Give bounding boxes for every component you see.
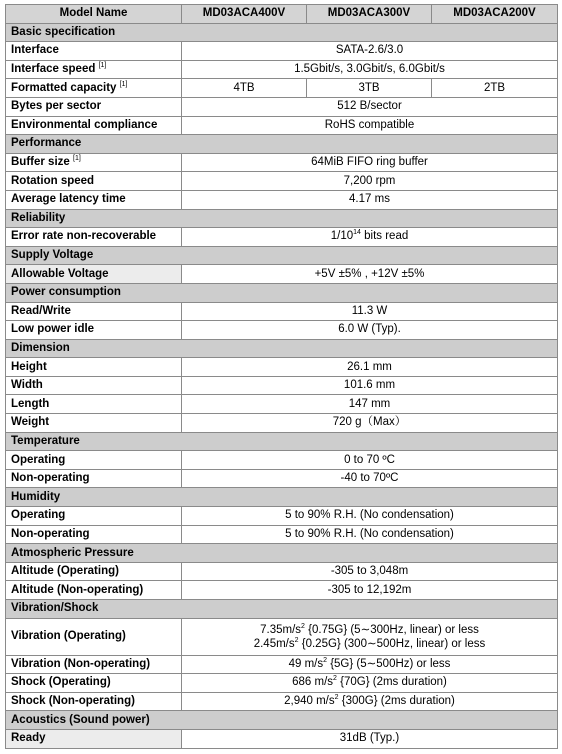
spec-row xyxy=(6,97,558,116)
spec-value: 7.35m/s xyxy=(260,623,302,636)
spec-value-suffix: {70G} (2ms duration) xyxy=(336,676,447,689)
header-row xyxy=(6,5,558,24)
spec-label-cell xyxy=(6,79,182,98)
spec-label: Vibration (Operating) xyxy=(11,630,126,643)
section-title: Supply Voltage xyxy=(6,246,558,265)
spec-value: SATA-2.6/3.0 xyxy=(335,44,404,57)
section-title: Acoustics (Sound power) xyxy=(6,711,558,730)
spec-label-cell xyxy=(6,172,182,191)
spec-row xyxy=(6,618,558,655)
spec-row xyxy=(6,507,558,526)
spec-value-cell xyxy=(182,321,558,340)
spec-label-cell xyxy=(6,395,182,414)
model-name-header: Model Name xyxy=(6,5,182,24)
section-row xyxy=(6,339,558,358)
spec-value-cell xyxy=(182,153,558,172)
spec-value-cell xyxy=(182,302,558,321)
superscript: 2 xyxy=(301,622,305,630)
spec-label: Weight xyxy=(11,416,50,429)
spec-label-cell xyxy=(6,376,182,395)
spec-value: 31dB (Typ.) xyxy=(339,732,400,745)
spec-label: Altitude (Operating) xyxy=(11,565,119,578)
spec-value: -305 to 3,048m xyxy=(330,565,409,578)
spec-label-cell xyxy=(6,507,182,526)
spec-label-cell xyxy=(6,97,182,116)
spec-value-cell xyxy=(182,97,558,116)
spec-label: Error rate non-recoverable xyxy=(11,230,157,243)
spec-label-cell xyxy=(6,618,182,655)
spec-label-cell xyxy=(6,265,182,284)
spec-label: Formatted capacity xyxy=(11,81,117,94)
section-row xyxy=(6,488,558,507)
spec-label: Altitude (Non-operating) xyxy=(11,583,144,596)
spec-label-cell xyxy=(6,42,182,61)
section-row xyxy=(6,246,558,265)
spec-value: 5 to 90% R.H. (No condensation) xyxy=(285,527,454,540)
spec-value: 686 m/s xyxy=(292,676,334,689)
spec-value-cell xyxy=(182,525,558,544)
spec-value-cell xyxy=(182,190,558,209)
spec-row xyxy=(6,451,558,470)
spec-label-cell xyxy=(6,116,182,135)
spec-row xyxy=(6,692,558,711)
spec-value-cell xyxy=(182,395,558,414)
spec-value: RoHS compatible xyxy=(324,118,415,131)
model-header: MD03ACA300V xyxy=(307,5,432,24)
spec-label-cell xyxy=(6,321,182,340)
spec-value-cell xyxy=(182,562,558,581)
section-row xyxy=(6,432,558,451)
spec-value: 64MiB FIFO ring buffer xyxy=(311,156,428,169)
spec-label-cell xyxy=(6,562,182,581)
section-row xyxy=(6,23,558,42)
spec-label: Average latency time xyxy=(11,193,126,206)
section-row xyxy=(6,209,558,228)
spec-value-suffix: bits read xyxy=(360,230,409,243)
spec-value: 7,200 rpm xyxy=(343,174,396,187)
spec-label: Interface xyxy=(11,44,59,57)
section-row xyxy=(6,283,558,302)
superscript: 2 xyxy=(333,675,337,683)
spec-label: Length xyxy=(11,397,50,410)
spec-value-cell xyxy=(182,172,558,191)
spec-label-cell xyxy=(6,525,182,544)
spec-row xyxy=(6,414,558,433)
spec-value: 0 to 70 ºC xyxy=(344,453,395,466)
spec-label: Allowable Voltage xyxy=(11,267,109,280)
spec-value-suffix: {0.75G} (5∼300Hz, linear) or less xyxy=(304,623,479,636)
spec-label-cell xyxy=(6,358,182,377)
spec-label-cell xyxy=(6,302,182,321)
spec-value-cell xyxy=(182,655,558,674)
spec-value: 5 to 90% R.H. (No condensation) xyxy=(285,509,454,522)
spec-label: Bytes per sector xyxy=(11,100,102,113)
superscript: 14 xyxy=(353,229,361,237)
spec-row xyxy=(6,674,558,693)
spec-label: Rotation speed xyxy=(11,174,95,187)
spec-value-suffix: {0.25G} (300∼500Hz, linear) or less xyxy=(298,637,486,650)
spec-value-cell xyxy=(182,674,558,693)
spec-value-cell xyxy=(182,358,558,377)
section-title: Vibration/Shock xyxy=(6,600,558,619)
spec-row xyxy=(6,153,558,172)
spec-label: Shock (Non-operating) xyxy=(11,695,135,708)
spec-value: 1.5Gbit/s, 3.0Gbit/s, 6.0Gbit/s xyxy=(294,63,445,76)
spec-label: Read/Write xyxy=(11,304,71,317)
spec-label-cell xyxy=(6,581,182,600)
spec-value: 147 mm xyxy=(348,397,391,410)
footnote-marker: [1] xyxy=(119,80,128,88)
spec-value: 1/10 xyxy=(330,230,354,243)
section-row xyxy=(6,600,558,619)
spec-label-cell xyxy=(6,228,182,247)
spec-value: 4TB xyxy=(182,79,307,98)
spec-label-cell xyxy=(6,692,182,711)
spec-value: 2.45m/s xyxy=(253,637,295,650)
spec-value: 11.3 W xyxy=(351,304,388,317)
spec-row xyxy=(6,395,558,414)
spec-label: Vibration (Non-operating) xyxy=(11,657,151,670)
spec-value: 26.1 mm xyxy=(347,360,392,373)
model-header: MD03ACA200V xyxy=(432,5,558,24)
spec-row xyxy=(6,581,558,600)
spec-row xyxy=(6,228,558,247)
section-row xyxy=(6,711,558,730)
spec-label: Shock (Operating) xyxy=(11,676,111,689)
spec-value-cell xyxy=(182,265,558,284)
spec-value: 2,940 m/s xyxy=(284,695,335,708)
spec-label: Operating xyxy=(11,509,66,522)
spec-value-cell xyxy=(182,451,558,470)
spec-row xyxy=(6,79,558,98)
spec-value-line xyxy=(187,637,552,651)
spec-row xyxy=(6,116,558,135)
spec-value: -40 to 70ºC xyxy=(340,472,399,485)
spec-value: 720 g（Max） xyxy=(332,416,407,429)
footnote-marker: [1] xyxy=(73,155,81,163)
spec-value-line xyxy=(187,623,552,637)
spec-label: Buffer size xyxy=(11,156,70,169)
spec-label: Operating xyxy=(11,453,66,466)
spec-label-cell xyxy=(6,655,182,674)
spec-value: 49 m/s xyxy=(288,657,324,670)
spec-label: Height xyxy=(11,360,47,373)
spec-value: 3TB xyxy=(307,79,432,98)
spec-label-cell xyxy=(6,60,182,79)
footnote-marker: [1] xyxy=(98,62,107,70)
section-title: Power consumption xyxy=(6,283,558,302)
model-header: MD03ACA400V xyxy=(182,5,307,24)
spec-label-cell xyxy=(6,451,182,470)
spec-value: -305 to 12,192m xyxy=(327,583,412,596)
spec-label-cell xyxy=(6,674,182,693)
spec-row xyxy=(6,172,558,191)
section-row xyxy=(6,135,558,154)
spec-value-cell xyxy=(182,414,558,433)
spec-row xyxy=(6,190,558,209)
spec-body xyxy=(6,23,558,748)
spec-row xyxy=(6,525,558,544)
spec-row xyxy=(6,469,558,488)
superscript: 2 xyxy=(334,694,339,702)
spec-row xyxy=(6,60,558,79)
spec-label-cell xyxy=(6,153,182,172)
spec-row xyxy=(6,321,558,340)
spec-label: Non-operating xyxy=(11,472,90,485)
section-title: Dimension xyxy=(6,339,558,358)
section-title: Temperature xyxy=(6,432,558,451)
spec-row xyxy=(6,42,558,61)
spec-table xyxy=(5,4,558,749)
spec-value-cell xyxy=(182,228,558,247)
spec-row xyxy=(6,265,558,284)
spec-row xyxy=(6,358,558,377)
spec-value: 512 B/sector xyxy=(337,100,402,113)
spec-value-cell xyxy=(182,581,558,600)
spec-value-cell xyxy=(182,60,558,79)
superscript: 2 xyxy=(323,657,327,665)
spec-value: 4.17 ms xyxy=(349,193,390,206)
spec-value: 2TB xyxy=(432,79,558,98)
spec-row xyxy=(6,655,558,674)
spec-value-cell xyxy=(182,469,558,488)
spec-value-cell xyxy=(182,618,558,655)
spec-value-cell xyxy=(182,729,558,748)
spec-value-cell xyxy=(182,42,558,61)
spec-value-suffix: {300G} (2ms duration) xyxy=(338,695,455,708)
spec-label: Non-operating xyxy=(11,527,90,540)
spec-value-cell xyxy=(182,116,558,135)
spec-row xyxy=(6,729,558,748)
spec-value: +5V ±5% , +12V ±5% xyxy=(314,267,425,280)
spec-value: 6.0 W (Typ). xyxy=(338,323,401,336)
spec-row xyxy=(6,376,558,395)
spec-label-cell xyxy=(6,414,182,433)
spec-label: Width xyxy=(11,379,43,392)
section-title: Humidity xyxy=(6,488,558,507)
spec-value: 101.6 mm xyxy=(343,379,396,392)
spec-value-cell xyxy=(182,692,558,711)
section-row xyxy=(6,544,558,563)
spec-label: Interface speed xyxy=(11,63,96,76)
section-title: Reliability xyxy=(6,209,558,228)
spec-label-cell xyxy=(6,729,182,748)
spec-value-cell xyxy=(182,507,558,526)
superscript: 2 xyxy=(294,636,299,644)
spec-row xyxy=(6,302,558,321)
spec-value-cell xyxy=(182,376,558,395)
section-title: Atmospheric Pressure xyxy=(6,544,558,563)
section-title: Performance xyxy=(6,135,558,154)
spec-label-cell xyxy=(6,190,182,209)
spec-label: Ready xyxy=(11,732,46,745)
spec-label: Environmental compliance xyxy=(11,118,158,131)
spec-label-cell xyxy=(6,469,182,488)
section-title: Basic specification xyxy=(6,23,558,42)
spec-row xyxy=(6,562,558,581)
spec-value-suffix: {5G} (5∼500Hz) or less xyxy=(327,657,451,670)
spec-label: Low power idle xyxy=(11,323,95,336)
